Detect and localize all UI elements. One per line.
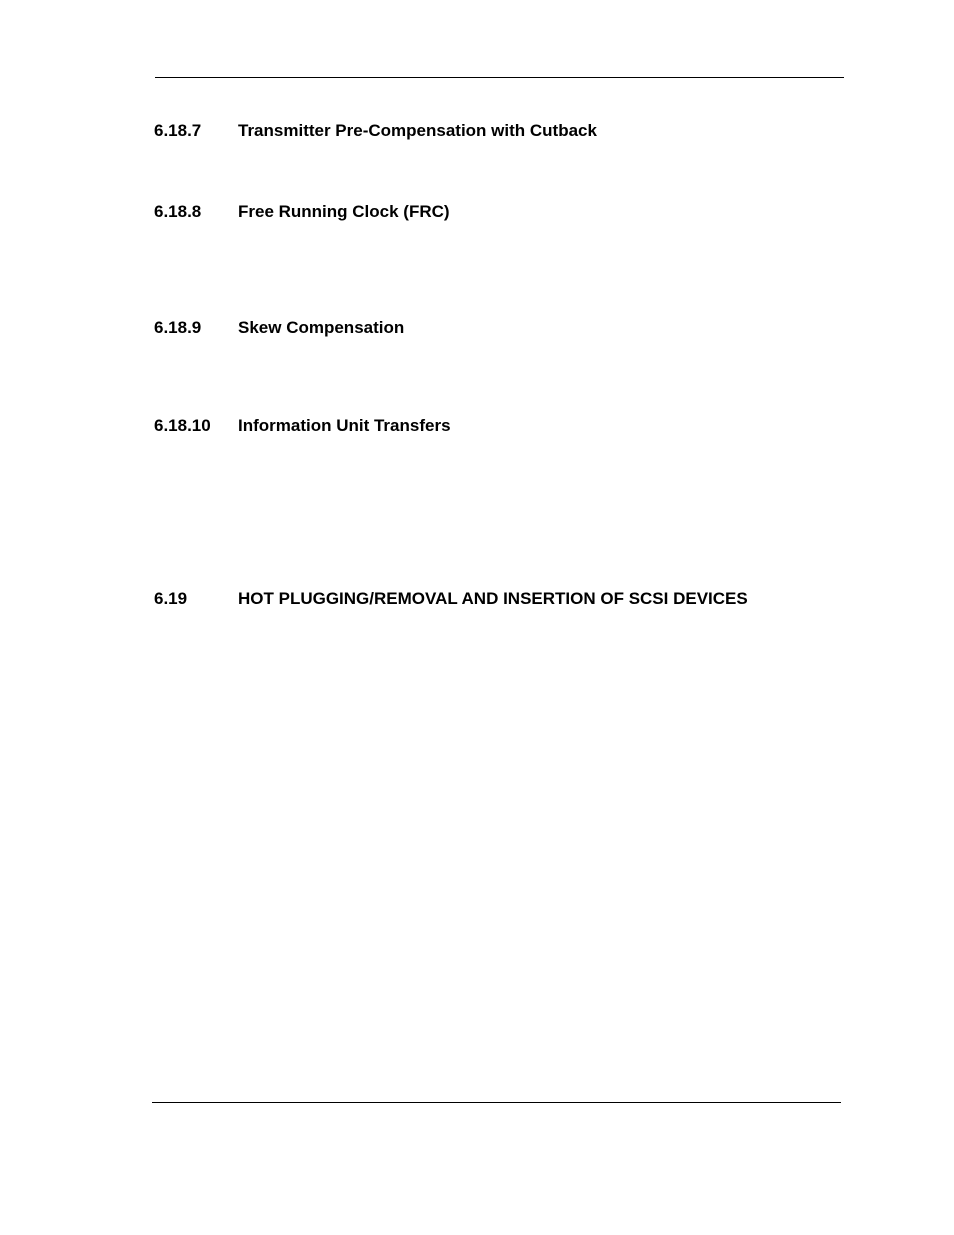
section-number: 6.18.10 <box>154 416 211 435</box>
footer-rule <box>152 1102 841 1103</box>
section-title: HOT PLUGGING/REMOVAL AND INSERTION OF SCSI DEVICES <box>238 589 748 608</box>
section-number: 6.18.7 <box>154 121 202 140</box>
section-number: 6.19 <box>154 589 188 608</box>
section-title: Free Running Clock (FRC) <box>238 202 450 221</box>
section-title: Skew Compensation <box>238 318 405 337</box>
header-rule <box>155 77 844 78</box>
section-title: Transmitter Pre-Compensation with Cutback <box>238 121 597 140</box>
section-number: 6.18.8 <box>154 202 202 221</box>
section-title: Information Unit Transfers <box>238 416 451 435</box>
section-number: 6.18.9 <box>154 318 202 337</box>
